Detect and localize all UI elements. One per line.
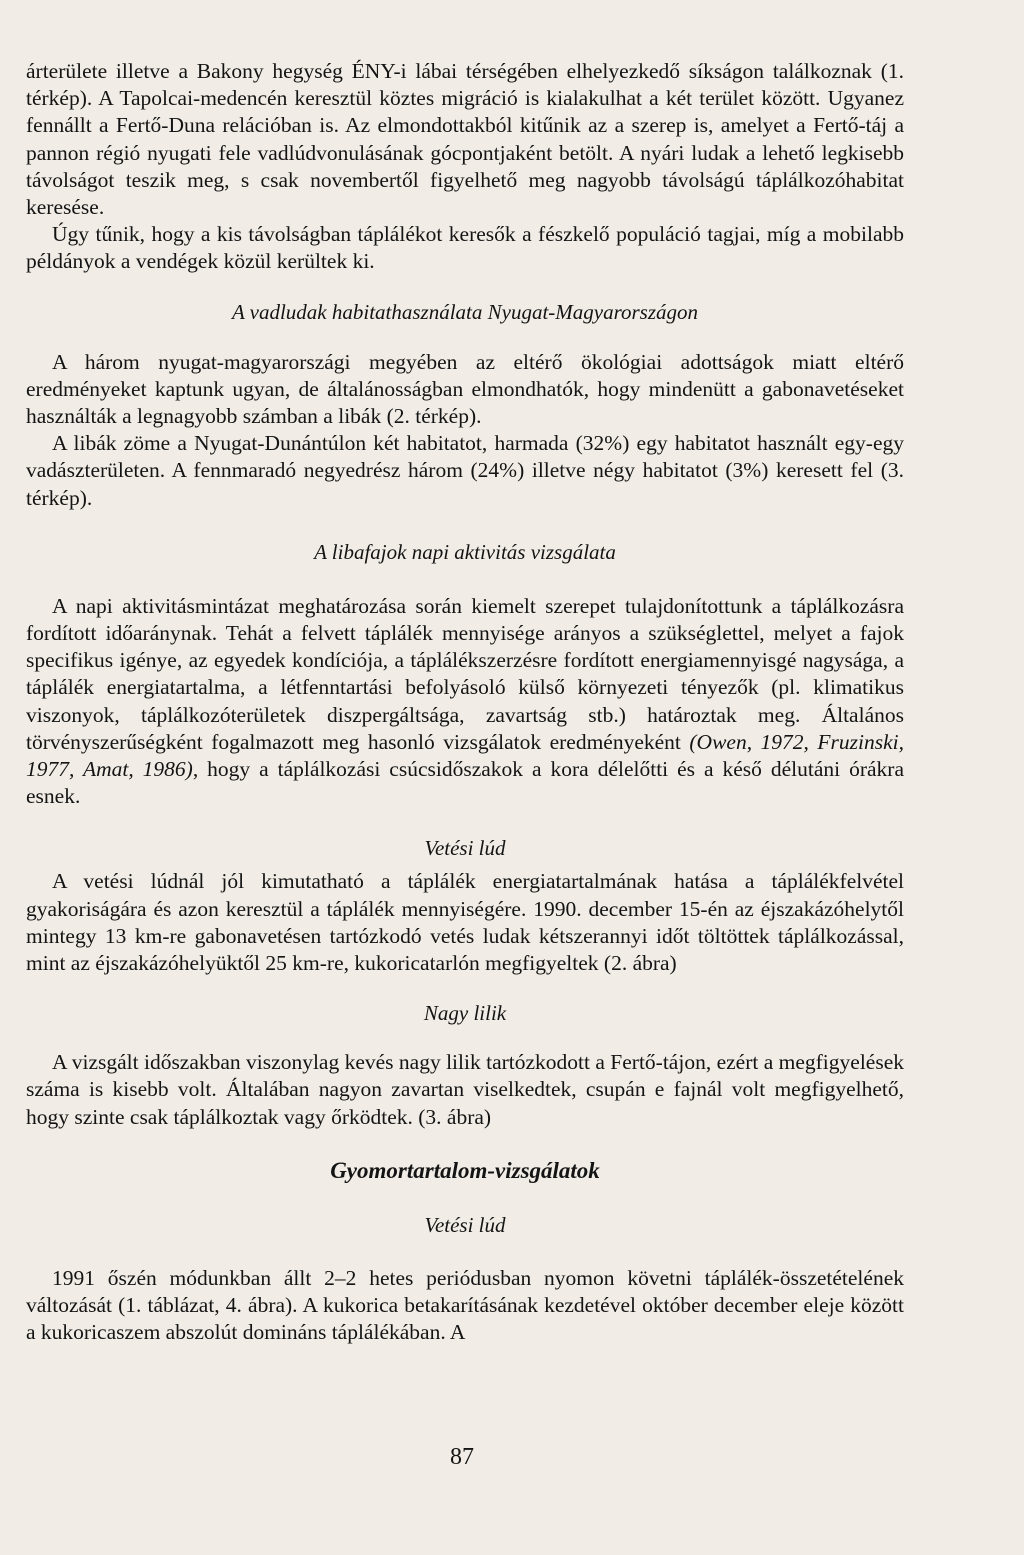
paragraph-intro: árterülete illetve a Bakony hegység ÉNY-i lábai térségében elhelyezkedő síkságon találkoznak (1. térkép). A Tapolcai-medencén keresztül köztes migráció is kialakulhat a két terület között. Ugyanez fennállt a Fertő-Duna relációban is. Az elmondottakból kitűnik az a szerep is, amelyet a Fertő-táj a pannon régió nyugati fele vadlúdvonulásának gócpontjaként betölt. A nyári ludak a lehető legkisebb távolságot teszik meg, s csak novembertől figyelhető meg nagyobb távolságú táplálkozóhabitat keresése. — [26, 59, 904, 220]
section-heading-stomach: Gyomortartalom-vizsgálatok — [330, 1157, 600, 1183]
section-heading-activity: A libafajok napi aktivitás vizsgálata — [314, 539, 616, 564]
page-number: 87 — [450, 1444, 474, 1470]
paragraph-activity-tail: , hogy a táplálkozási csúcsidőszakok a kora délelőtti és a késő délutáni órákra esnek. — [26, 757, 904, 809]
paragraph-mobility: Úgy tűnik, hogy a kis távolságban táplálékot keresők a fészkelő populáció tagjai, míg a mobilabb példányok a vendégek közül kerültek ki. — [26, 222, 904, 274]
subheading-vetesi-lud-2: Vetési lúd — [424, 1212, 506, 1237]
paragraph-habitat-counties: A három nyugat-magyarországi megyében az eltérő ökológiai adottságok miatt eltérő eredményeket kaptunk ugyan, de általánosságban elmondhatók, hogy mindenütt a gabonavetéseket használták a legnagyobb számban a libák (2. térkép). — [26, 349, 904, 429]
paragraph-activity — [26, 593, 904, 811]
subheading-nagy-lilik: Nagy lilik — [423, 1001, 507, 1026]
paragraph-vetesi-lud: A vetési lúdnál jól kimutatható a táplálék energiatartalmának hatása a táplálékfelvétel gyakoriságára és azon keresztül a táplálék mennyiségére. 1990. december 15-én az éjszakázóhelytől mintegy 13 km-re gabonavetésen tartózkodó vetés ludak kétszerannyi időt töltöttek táplálkozással, mint az éjszakázóhelyüktől 25 km-re, kukoricatarlón megfigyeltek (2. ábra) — [26, 869, 904, 976]
subheading-vetesi-lud: Vetési lúd — [424, 836, 506, 861]
paragraph-stomach: 1991 őszén módunkban állt 2–2 hetes periódusban nyomon követni táplálék-összetételének változását (1. táblázat, 4. ábra). A kukorica betakarításának kezdetével október december eleje között a kukoricaszem abszolút domináns táplálékában. A — [26, 1265, 904, 1345]
page-body — [26, 58, 904, 1347]
paragraph-habitat-share: A libák zöme a Nyugat-Dunántúlon két habitatot, harmada (32%) egy habitatot használt egy-egy vadászterületen. A fennmaradó negyedrész három (24%) illetve négy habitatot (3%) keresett fel (3. térkép). — [26, 431, 904, 510]
citation: (Owen, 1972, Fruzinski, 1977, Amat, 1986) — [26, 729, 905, 782]
section-heading-habitat: A vadludak habitathasználata Nyugat-Magyarországon — [231, 299, 699, 324]
paragraph-nagy-lilik: A vizsgált időszakban viszonylag kevés nagy lilik tartózkodott a Fertő-tájon, ezért a megfigyelések száma is kisebb volt. Általában nagyon zavartan viselkedtek, csupán e fajnál volt megfigyelhető, hogy szinte csak táplálkoztak vagy őrködtek. (3. ábra) — [26, 1050, 904, 1129]
paragraph-activity-text: A napi aktivitásmintázat meghatározása során kiemelt szerepet tulajdonítottunk a táplálkozásra fordított időaránynak. Tehát a felvett táplálék mennyisége arányos a szükséglettel, melyet a fajok specifikus igénye, az egyedek kondíciója, a táplálékszerzésre fordított energiamennyisgé nagysága, a táplálék energiatartalma, a létfenntartási befolyásoló külső környezeti tényezők (pl. klimatikus viszonyok, táplálkozóterületek diszpergáltsága, zavartság stb.) határoztak meg. Általános törvényszerűségként fogalmazott meg hasonló vizsgálatok eredményeként — [26, 593, 904, 754]
